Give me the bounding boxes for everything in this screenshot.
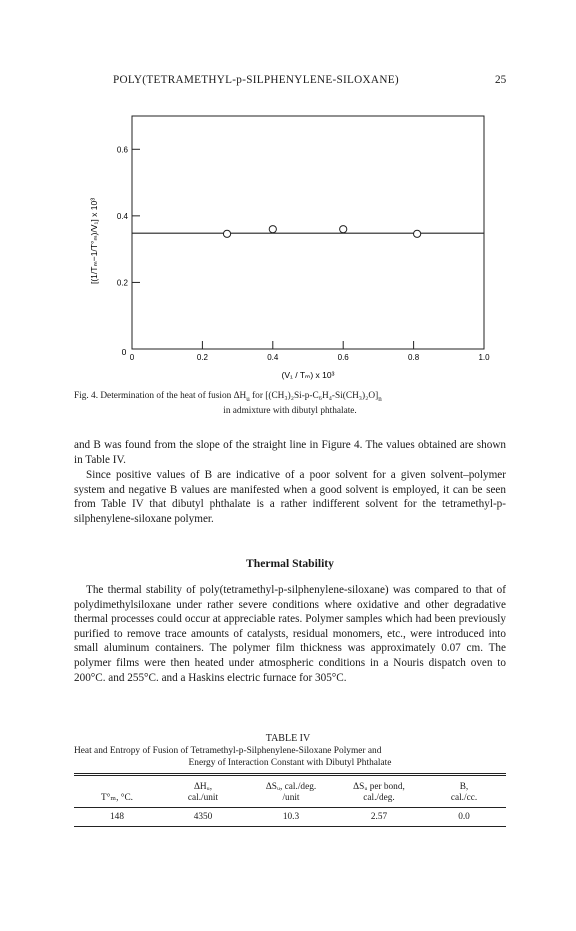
x-tick-label: 0.4 xyxy=(267,353,279,362)
x-tick-label: 1.0 xyxy=(478,353,490,362)
paragraph-3 xyxy=(74,583,506,685)
figure-caption-line1: Fig. 4. Determination of the heat of fusion $\Delta H_u$ for $[(CH_3)_2Si-p-C_6H_4-Si(CH_3)_2O]_n$ xyxy=(74,391,382,403)
table-title: TABLE IV xyxy=(265,733,311,744)
y-axis-ticks xyxy=(117,145,140,287)
x-tick-label: 0 xyxy=(129,353,135,362)
table-rule-bottom xyxy=(74,826,506,827)
x-tick-label: 0.2 xyxy=(196,353,208,362)
data-point xyxy=(340,226,347,233)
x-axis-ticks xyxy=(130,341,490,362)
header-dhu-unit: cal./unit xyxy=(187,793,219,803)
figure-caption-line2: in admixture with dibutyl phthalate. xyxy=(223,405,357,416)
header-dsu-bond: ΔSᵤ per bond, xyxy=(353,782,405,792)
table-rule-header xyxy=(74,807,506,808)
table-caption-line1: Heat and Entropy of Fusion of Tetramethyl-p-Silphenylene-Siloxane Polymer and xyxy=(74,746,382,756)
header-dsu: ΔSᵤ, cal./deg. xyxy=(265,782,317,792)
table-cell: 4350 xyxy=(193,812,213,822)
figure-caption xyxy=(74,390,506,417)
table-cell: 148 xyxy=(110,812,124,822)
paragraph-2-text: Since positive values of B are indicative of a poor solvent for a given solvent–polymer system and negative B values are manifested when a good solvent is employed, it can be seen from Table IV that dibutyl phthalate is a rather indifferent solvent for the tetramethyl-p-silphenylene-siloxane polymer. xyxy=(74,469,506,525)
paragraph-1-text: and B was found from the slope of the straight line in Figure 4. The values obtained are shown in Table IV. xyxy=(74,439,506,466)
section-heading: Thermal Stability xyxy=(246,557,334,570)
header-dsu-unit: /unit xyxy=(282,793,300,803)
y-tick-label: 0.2 xyxy=(116,278,128,288)
table-cell: 10.3 xyxy=(282,812,300,822)
x-tick-label: 0.6 xyxy=(337,353,349,362)
page-number: 25 xyxy=(495,74,507,86)
x-axis-label: (V₁ / Tₘ) x 10³ xyxy=(281,370,335,380)
table-rule-top xyxy=(74,773,506,774)
table-caption xyxy=(74,746,506,770)
header-tm: T°ₘ, °C. xyxy=(101,793,133,803)
data-point xyxy=(414,230,421,237)
data-point xyxy=(269,226,276,233)
y-axis-label: [(1/Tₘ−1/T°ₘ)/V₁] x 10³ xyxy=(89,197,99,285)
paragraph-3-text: The thermal stability of poly(tetramethyl-p-silphenylene-siloxane) was compared to that of polydimethylsiloxane under rather severe conditions where oxidative and other degradative thermal processes could occur at appreciable rates. Polymer samples which had been previously purified to remove trace amounts of catalysts, residual monomers, etc., were introduced into small aluminum containers. The polymer film thickness was approximately 0.07 cm. The polymer films were then heated under atmospheric conditions in a Nouris dispatch oven to 200°C. and 255°C. and a Haskins electric furnace for 305°C. xyxy=(74,584,506,684)
chart-svg xyxy=(84,106,504,381)
figure-4-chart xyxy=(84,106,504,381)
header-b: B, xyxy=(459,782,469,792)
table-cell: 2.57 xyxy=(370,812,388,822)
header-b-unit: cal./cc. xyxy=(450,793,478,803)
y-tick-label: 0.6 xyxy=(116,145,128,155)
table-caption-line2: Energy of Interaction Constant with Dibutyl Phthalate xyxy=(188,757,392,768)
running-head-title: POLY(TETRAMETHYL-p-SILPHENYLENE-SILOXANE) xyxy=(113,74,399,86)
y-tick-label: 0.4 xyxy=(116,211,128,221)
origin-label: 0 xyxy=(121,347,127,357)
header-dsu-bond-unit: cal./deg. xyxy=(363,793,395,803)
x-tick-label: 0.8 xyxy=(408,353,420,362)
header-dhu: ΔHᵤ, xyxy=(193,782,213,792)
table-rule-top-double xyxy=(74,775,506,776)
paragraph-1 xyxy=(74,438,506,467)
data-points xyxy=(223,226,420,238)
plot-frame xyxy=(132,116,484,349)
data-point xyxy=(223,230,230,237)
paragraph-2 xyxy=(74,468,506,526)
table-cell: 0.0 xyxy=(458,812,470,822)
